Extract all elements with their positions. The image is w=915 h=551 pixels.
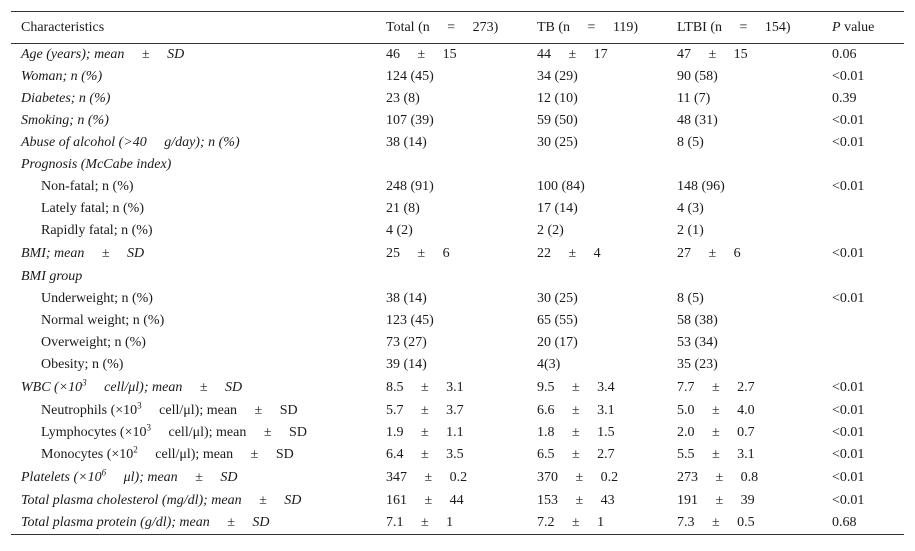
cell-total: 123 (45) <box>386 313 434 328</box>
cell-p: <0.01 <box>832 380 865 395</box>
cell-p: 0.39 <box>832 91 857 106</box>
table-row <box>11 422 904 444</box>
cell-total: 6.4 ± 3.5 <box>386 447 464 462</box>
cell-tb: 20 (17) <box>537 335 578 350</box>
cell-ltbi: 58 (38) <box>677 313 718 328</box>
cell-p: <0.01 <box>832 493 865 508</box>
cell-ltbi: 148 (96) <box>677 179 725 194</box>
row-label: Smoking; n (%) <box>21 113 109 128</box>
label-superscript: 3 <box>137 400 142 411</box>
row-label: BMI; mean ± SD <box>21 246 145 261</box>
cell-tb: 6.6 ± 3.1 <box>537 403 615 418</box>
cell-total: 21 (8) <box>386 201 420 216</box>
cell-ltbi: 35 (23) <box>677 357 718 372</box>
cell-total: 1.9 ± 1.1 <box>386 425 464 440</box>
row-label: Obesity; n (%) <box>41 357 124 372</box>
cell-ltbi: 2.0 ± 0.7 <box>677 425 755 440</box>
cell-tb: 4(3) <box>537 357 561 372</box>
cell-tb: 44 ± 17 <box>537 47 608 62</box>
cell-p: <0.01 <box>832 403 865 418</box>
cell-p: <0.01 <box>832 447 865 462</box>
cell-p: 0.06 <box>832 47 857 62</box>
cell-tb: 30 (25) <box>537 291 578 306</box>
table-row <box>11 466 904 490</box>
row-label: Lately fatal; n (%) <box>41 201 145 216</box>
table-row <box>11 176 904 198</box>
header-p-letter: P <box>832 19 841 35</box>
label-superscript: 3 <box>146 422 151 433</box>
row-label: Prognosis (McCabe index) <box>21 157 172 172</box>
label-superscript: 3 <box>82 377 87 388</box>
row-label: Total plasma cholesterol (mg/dl); mean ± SD <box>21 493 302 508</box>
cell-total: 161 ± 44 <box>386 493 464 508</box>
cell-p <box>822 310 904 332</box>
cell-tb: 17 (14) <box>537 201 578 216</box>
cell-tb: 153 ± 43 <box>537 493 615 508</box>
cell-total: 347 ± 0.2 <box>386 470 468 485</box>
cell-tb: 9.5 ± 3.4 <box>537 380 615 395</box>
cell-p: <0.01 <box>832 135 865 150</box>
row-label: Age (years); mean ± SD <box>21 47 185 62</box>
cell-p: <0.01 <box>832 69 865 84</box>
cell-tb: 22 ± 4 <box>537 246 601 261</box>
cell-ltbi: 7.3 ± 0.5 <box>667 512 822 535</box>
cell-tb: 7.2 ± 1 <box>527 512 667 535</box>
row-label <box>11 422 376 444</box>
header-ltbi: LTBI (n = 154) <box>667 12 822 44</box>
cell-ltbi: 53 (34) <box>677 335 718 350</box>
table-row <box>11 44 904 67</box>
label-text: Neutrophils (×10 <box>41 403 138 418</box>
label-text: Lymphocytes (×10 <box>41 425 147 440</box>
row-label: Normal weight; n (%) <box>41 313 165 328</box>
cell-ltbi: 4 (3) <box>677 201 704 216</box>
label-text: cell/μl); mean ± SD <box>141 403 298 418</box>
cell-ltbi: 8 (5) <box>677 135 704 150</box>
label-text: cell/μl); mean ± SD <box>151 425 307 440</box>
label-text: μl); mean ± SD <box>106 470 238 485</box>
cell-ltbi: 5.5 ± 3.1 <box>677 447 755 462</box>
header-total: Total (n = 273) <box>376 12 527 44</box>
table-container <box>11 11 904 535</box>
cell-tb: 65 (55) <box>537 313 578 328</box>
row-label: Rapidly fatal; n (%) <box>41 223 153 238</box>
cell-p <box>822 354 904 376</box>
cell-tb <box>527 266 667 288</box>
cell-ltbi <box>667 154 822 176</box>
cell-total: 38 (14) <box>386 291 427 306</box>
table-row-group-heading <box>11 154 904 176</box>
cell-ltbi: 48 (31) <box>677 113 718 128</box>
row-label: Abuse of alcohol (>40 g/day); n (%) <box>21 135 240 150</box>
cell-total: 5.7 ± 3.7 <box>386 403 464 418</box>
table-row <box>11 444 904 466</box>
table-row <box>11 132 904 154</box>
cell-p <box>822 266 904 288</box>
cell-p <box>822 198 904 220</box>
table-row <box>11 354 904 376</box>
row-label: Diabetes; n (%) <box>21 91 111 106</box>
label-text: WBC (×10 <box>21 380 83 395</box>
cell-p: 0.68 <box>822 512 904 535</box>
cell-ltbi: 8 (5) <box>677 291 704 306</box>
cell-tb <box>527 154 667 176</box>
table-row <box>11 220 904 242</box>
row-label: Underweight; n (%) <box>41 291 153 306</box>
row-label <box>11 444 376 466</box>
cell-p: <0.01 <box>832 113 865 128</box>
cell-total: 23 (8) <box>386 91 420 106</box>
cell-tb: 6.5 ± 2.7 <box>537 447 615 462</box>
cell-ltbi: 27 ± 6 <box>677 246 741 261</box>
cell-tb: 1.8 ± 1.5 <box>537 425 615 440</box>
cell-tb: 100 (84) <box>537 179 585 194</box>
cell-total: 39 (14) <box>386 357 427 372</box>
header-tb: TB (n = 119) <box>527 12 667 44</box>
table-row <box>11 288 904 310</box>
cell-total: 248 (91) <box>386 179 434 194</box>
cell-tb: 370 ± 0.2 <box>537 470 619 485</box>
label-text: cell/μl); mean ± SD <box>137 447 294 462</box>
cell-p <box>822 332 904 354</box>
cell-total: 7.1 ± 1 <box>376 512 527 535</box>
table-row <box>11 88 904 110</box>
row-label <box>11 400 376 422</box>
table-row <box>11 376 904 400</box>
cell-p: <0.01 <box>832 291 865 306</box>
cell-p: <0.01 <box>832 179 865 194</box>
row-label <box>11 376 376 400</box>
table-row <box>11 198 904 220</box>
cell-tb: 30 (25) <box>537 135 578 150</box>
cell-tb: 12 (10) <box>537 91 578 106</box>
label-text: Monocytes (×10 <box>41 447 134 462</box>
label-superscript: 2 <box>133 444 138 455</box>
cell-p: <0.01 <box>832 246 865 261</box>
cell-ltbi: 47 ± 15 <box>677 47 748 62</box>
cell-ltbi: 5.0 ± 4.0 <box>677 403 755 418</box>
cell-total: 73 (27) <box>386 335 427 350</box>
row-label: Woman; n (%) <box>21 69 103 84</box>
cell-tb: 59 (50) <box>537 113 578 128</box>
row-label: Total plasma protein (g/dl); mean ± SD <box>11 512 376 535</box>
table-row <box>11 110 904 132</box>
table-row <box>11 332 904 354</box>
row-label: BMI group <box>21 269 83 284</box>
header-characteristics: Characteristics <box>11 12 376 44</box>
row-label <box>11 466 376 490</box>
cell-tb: 2 (2) <box>537 223 564 238</box>
cell-total: 107 (39) <box>386 113 434 128</box>
table-row <box>11 512 904 535</box>
table-row-group-heading <box>11 266 904 288</box>
cell-total: 38 (14) <box>386 135 427 150</box>
cell-ltbi: 2 (1) <box>677 223 704 238</box>
cell-ltbi: 7.7 ± 2.7 <box>677 380 755 395</box>
cell-total: 8.5 ± 3.1 <box>386 380 464 395</box>
cell-total: 46 ± 15 <box>386 47 457 62</box>
row-label: Non-fatal; n (%) <box>41 179 134 194</box>
cell-ltbi: 273 ± 0.8 <box>677 470 759 485</box>
cell-ltbi: 90 (58) <box>677 69 718 84</box>
cell-p <box>822 154 904 176</box>
header-row <box>11 12 904 44</box>
table-row <box>11 242 904 266</box>
label-text: Platelets (×10 <box>21 470 102 485</box>
cell-total <box>376 154 527 176</box>
cell-total <box>376 266 527 288</box>
table-row <box>11 310 904 332</box>
table-row <box>11 66 904 88</box>
label-superscript: 6 <box>101 467 107 478</box>
cell-tb: 34 (29) <box>537 69 578 84</box>
row-label: Overweight; n (%) <box>41 335 146 350</box>
cell-ltbi: 191 ± 39 <box>677 493 755 508</box>
cell-total: 124 (45) <box>386 69 434 84</box>
label-text: cell/μl); mean ± SD <box>86 380 243 395</box>
table-row <box>11 490 904 512</box>
cell-ltbi: 11 (7) <box>677 91 711 106</box>
cell-p <box>822 220 904 242</box>
header-p-rest: value <box>840 19 875 35</box>
header-p-value <box>822 12 904 44</box>
cell-p: <0.01 <box>832 425 865 440</box>
table-row <box>11 400 904 422</box>
cell-total: 25 ± 6 <box>386 246 450 261</box>
cell-p: <0.01 <box>832 470 865 485</box>
cell-ltbi <box>667 266 822 288</box>
cell-total: 4 (2) <box>386 223 413 238</box>
characteristics-table <box>11 11 904 535</box>
